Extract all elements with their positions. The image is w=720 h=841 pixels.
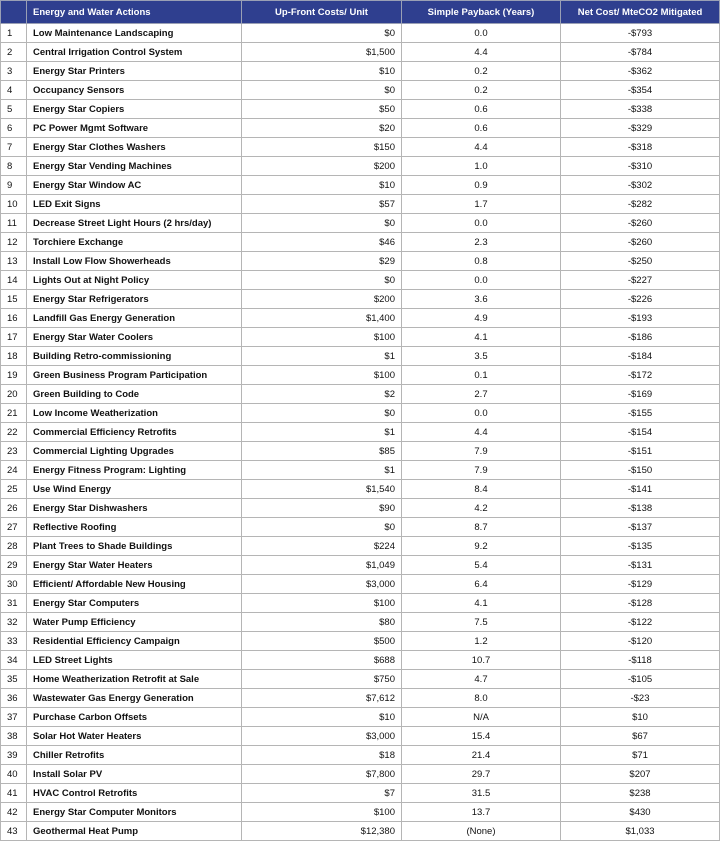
table-row: [1, 195, 720, 214]
net-cost-cell: -$193: [561, 309, 720, 328]
payback-cell: 0.0: [402, 24, 561, 43]
upfront-cost-cell: $80: [242, 613, 402, 632]
payback-cell: 1.2: [402, 632, 561, 651]
action-name: Install Low Flow Showerheads: [27, 252, 242, 271]
action-name: Use Wind Energy: [27, 480, 242, 499]
net-cost-cell: -$318: [561, 138, 720, 157]
row-number: 12: [1, 233, 27, 252]
upfront-cost-cell: $57: [242, 195, 402, 214]
net-cost-cell: -$250: [561, 252, 720, 271]
net-cost-cell: -$131: [561, 556, 720, 575]
row-number: 34: [1, 651, 27, 670]
net-cost-cell: -$128: [561, 594, 720, 613]
row-number: 38: [1, 727, 27, 746]
row-number: 16: [1, 309, 27, 328]
action-name: Solar Hot Water Heaters: [27, 727, 242, 746]
payback-cell: 4.4: [402, 138, 561, 157]
net-cost-cell: $10: [561, 708, 720, 727]
row-number: 22: [1, 423, 27, 442]
table-row: [1, 803, 720, 822]
upfront-cost-cell: $1,540: [242, 480, 402, 499]
net-cost-cell: -$172: [561, 366, 720, 385]
payback-cell: 4.9: [402, 309, 561, 328]
payback-cell: 4.2: [402, 499, 561, 518]
payback-cell: 0.1: [402, 366, 561, 385]
row-number: 14: [1, 271, 27, 290]
row-number: 4: [1, 81, 27, 100]
upfront-cost-cell: $12,380: [242, 822, 402, 841]
row-number: 40: [1, 765, 27, 784]
action-name: Plant Trees to Shade Buildings: [27, 537, 242, 556]
payback-cell: 8.7: [402, 518, 561, 537]
action-name: Energy Star Computer Monitors: [27, 803, 242, 822]
upfront-cost-cell: $90: [242, 499, 402, 518]
action-name: Efficient/ Affordable New Housing: [27, 575, 242, 594]
payback-cell: 0.2: [402, 62, 561, 81]
table-row: [1, 43, 720, 62]
row-number: 18: [1, 347, 27, 366]
table-row: [1, 537, 720, 556]
table-row: [1, 765, 720, 784]
net-cost-cell: -$129: [561, 575, 720, 594]
row-number: 3: [1, 62, 27, 81]
upfront-cost-cell: $29: [242, 252, 402, 271]
upfront-cost-cell: $50: [242, 100, 402, 119]
table-row: [1, 689, 720, 708]
action-name: Energy Star Clothes Washers: [27, 138, 242, 157]
table-header-row: [1, 1, 720, 24]
payback-cell: 4.7: [402, 670, 561, 689]
payback-cell: 6.4: [402, 575, 561, 594]
row-number: 41: [1, 784, 27, 803]
payback-cell: 0.0: [402, 214, 561, 233]
table-row: [1, 81, 720, 100]
upfront-cost-cell: $10: [242, 708, 402, 727]
table-row: [1, 442, 720, 461]
payback-cell: 10.7: [402, 651, 561, 670]
payback-cell: 3.6: [402, 290, 561, 309]
table-row: [1, 613, 720, 632]
row-number: 11: [1, 214, 27, 233]
action-name: Energy Star Water Coolers: [27, 328, 242, 347]
payback-cell: 29.7: [402, 765, 561, 784]
header-upfront-cost: Up-Front Costs/ Unit: [242, 1, 402, 24]
action-name: Energy Star Water Heaters: [27, 556, 242, 575]
row-number: 25: [1, 480, 27, 499]
net-cost-cell: $430: [561, 803, 720, 822]
action-name: LED Exit Signs: [27, 195, 242, 214]
table-row: [1, 727, 720, 746]
action-name: Energy Star Window AC: [27, 176, 242, 195]
payback-cell: 21.4: [402, 746, 561, 765]
net-cost-cell: -$354: [561, 81, 720, 100]
row-number: 21: [1, 404, 27, 423]
action-name: Reflective Roofing: [27, 518, 242, 537]
upfront-cost-cell: $200: [242, 290, 402, 309]
row-number: 23: [1, 442, 27, 461]
action-name: HVAC Control Retrofits: [27, 784, 242, 803]
row-number: 13: [1, 252, 27, 271]
row-number: 7: [1, 138, 27, 157]
row-number: 36: [1, 689, 27, 708]
header-net-cost: Net Cost/ MteCO2 Mitigated: [561, 1, 720, 24]
net-cost-cell: -$105: [561, 670, 720, 689]
upfront-cost-cell: $100: [242, 328, 402, 347]
row-number: 29: [1, 556, 27, 575]
table-row: [1, 100, 720, 119]
upfront-cost-cell: $100: [242, 594, 402, 613]
action-name: Home Weatherization Retrofit at Sale: [27, 670, 242, 689]
table-row: [1, 404, 720, 423]
net-cost-cell: -$184: [561, 347, 720, 366]
payback-cell: 4.4: [402, 43, 561, 62]
action-name: PC Power Mgmt Software: [27, 119, 242, 138]
payback-cell: 0.0: [402, 271, 561, 290]
payback-cell: 31.5: [402, 784, 561, 803]
action-name: Landfill Gas Energy Generation: [27, 309, 242, 328]
payback-cell: 4.1: [402, 328, 561, 347]
header-number: [1, 1, 27, 24]
upfront-cost-cell: $7,612: [242, 689, 402, 708]
row-number: 31: [1, 594, 27, 613]
table-row: [1, 309, 720, 328]
upfront-cost-cell: $20: [242, 119, 402, 138]
upfront-cost-cell: $0: [242, 404, 402, 423]
row-number: 19: [1, 366, 27, 385]
row-number: 43: [1, 822, 27, 841]
action-name: Green Building to Code: [27, 385, 242, 404]
table-row: [1, 328, 720, 347]
net-cost-cell: $207: [561, 765, 720, 784]
net-cost-cell: -$154: [561, 423, 720, 442]
table-row: [1, 670, 720, 689]
action-name: Residential Efficiency Campaign: [27, 632, 242, 651]
table-row: [1, 556, 720, 575]
row-number: 37: [1, 708, 27, 727]
row-number: 17: [1, 328, 27, 347]
net-cost-cell: -$155: [561, 404, 720, 423]
payback-cell: 2.3: [402, 233, 561, 252]
action-name: Water Pump Efficiency: [27, 613, 242, 632]
payback-cell: 0.6: [402, 100, 561, 119]
row-number: 8: [1, 157, 27, 176]
payback-cell: 0.2: [402, 81, 561, 100]
row-number: 24: [1, 461, 27, 480]
table-row: [1, 271, 720, 290]
action-name: Energy Star Copiers: [27, 100, 242, 119]
action-name: Energy Star Computers: [27, 594, 242, 613]
payback-cell: 5.4: [402, 556, 561, 575]
payback-cell: 1.0: [402, 157, 561, 176]
net-cost-cell: $67: [561, 727, 720, 746]
payback-cell: 4.1: [402, 594, 561, 613]
upfront-cost-cell: $0: [242, 24, 402, 43]
row-number: 28: [1, 537, 27, 556]
action-name: Energy Star Vending Machines: [27, 157, 242, 176]
upfront-cost-cell: $1: [242, 423, 402, 442]
payback-cell: 7.9: [402, 461, 561, 480]
action-name: Central Irrigation Control System: [27, 43, 242, 62]
net-cost-cell: -$138: [561, 499, 720, 518]
table-row: [1, 385, 720, 404]
row-number: 42: [1, 803, 27, 822]
payback-cell: 0.6: [402, 119, 561, 138]
net-cost-cell: $1,033: [561, 822, 720, 841]
table-row: [1, 176, 720, 195]
row-number: 32: [1, 613, 27, 632]
payback-cell: 9.2: [402, 537, 561, 556]
net-cost-cell: -$282: [561, 195, 720, 214]
row-number: 35: [1, 670, 27, 689]
action-name: Purchase Carbon Offsets: [27, 708, 242, 727]
upfront-cost-cell: $10: [242, 62, 402, 81]
upfront-cost-cell: $18: [242, 746, 402, 765]
table-row: [1, 214, 720, 233]
upfront-cost-cell: $100: [242, 366, 402, 385]
net-cost-cell: -$362: [561, 62, 720, 81]
net-cost-cell: -$338: [561, 100, 720, 119]
net-cost-cell: -$118: [561, 651, 720, 670]
net-cost-cell: -$120: [561, 632, 720, 651]
upfront-cost-cell: $46: [242, 233, 402, 252]
net-cost-cell: -$141: [561, 480, 720, 499]
table-row: [1, 252, 720, 271]
table-row: [1, 822, 720, 841]
upfront-cost-cell: $3,000: [242, 727, 402, 746]
table-row: [1, 347, 720, 366]
payback-cell: 1.7: [402, 195, 561, 214]
table-row: [1, 233, 720, 252]
table-row: [1, 499, 720, 518]
net-cost-cell: -$169: [561, 385, 720, 404]
upfront-cost-cell: $688: [242, 651, 402, 670]
net-cost-cell: -$227: [561, 271, 720, 290]
action-name: Lights Out at Night Policy: [27, 271, 242, 290]
upfront-cost-cell: $1: [242, 461, 402, 480]
action-name: Energy Star Dishwashers: [27, 499, 242, 518]
net-cost-cell: -$226: [561, 290, 720, 309]
table-row: [1, 157, 720, 176]
action-name: Building Retro-commissioning: [27, 347, 242, 366]
row-number: 1: [1, 24, 27, 43]
table-row: [1, 366, 720, 385]
action-name: Commercial Lighting Upgrades: [27, 442, 242, 461]
net-cost-cell: -$302: [561, 176, 720, 195]
action-name: Energy Star Printers: [27, 62, 242, 81]
upfront-cost-cell: $500: [242, 632, 402, 651]
table-row: [1, 518, 720, 537]
upfront-cost-cell: $224: [242, 537, 402, 556]
net-cost-cell: -$23: [561, 689, 720, 708]
action-name: Low Income Weatherization: [27, 404, 242, 423]
action-name: LED Street Lights: [27, 651, 242, 670]
row-number: 20: [1, 385, 27, 404]
table-row: [1, 632, 720, 651]
upfront-cost-cell: $3,000: [242, 575, 402, 594]
table-row: [1, 461, 720, 480]
action-name: Geothermal Heat Pump: [27, 822, 242, 841]
row-number: 10: [1, 195, 27, 214]
table-row: [1, 138, 720, 157]
row-number: 39: [1, 746, 27, 765]
net-cost-cell: -$260: [561, 233, 720, 252]
upfront-cost-cell: $2: [242, 385, 402, 404]
table-row: [1, 651, 720, 670]
header-simple-payback: Simple Payback (Years): [402, 1, 561, 24]
net-cost-cell: -$122: [561, 613, 720, 632]
upfront-cost-cell: $200: [242, 157, 402, 176]
table-row: [1, 24, 720, 43]
table-row: [1, 575, 720, 594]
table-row: [1, 594, 720, 613]
row-number: 33: [1, 632, 27, 651]
action-name: Commercial Efficiency Retrofits: [27, 423, 242, 442]
action-name: Torchiere Exchange: [27, 233, 242, 252]
action-name: Install Solar PV: [27, 765, 242, 784]
row-number: 6: [1, 119, 27, 138]
net-cost-cell: $71: [561, 746, 720, 765]
table-row: [1, 62, 720, 81]
net-cost-cell: -$260: [561, 214, 720, 233]
net-cost-cell: -$150: [561, 461, 720, 480]
net-cost-cell: -$186: [561, 328, 720, 347]
table-row: [1, 784, 720, 803]
row-number: 5: [1, 100, 27, 119]
payback-cell: 0.0: [402, 404, 561, 423]
upfront-cost-cell: $7,800: [242, 765, 402, 784]
payback-cell: 2.7: [402, 385, 561, 404]
action-name: Green Business Program Participation: [27, 366, 242, 385]
payback-cell: 0.8: [402, 252, 561, 271]
payback-cell: 0.9: [402, 176, 561, 195]
payback-cell: N/A: [402, 708, 561, 727]
upfront-cost-cell: $1,500: [242, 43, 402, 62]
net-cost-cell: -$137: [561, 518, 720, 537]
row-number: 2: [1, 43, 27, 62]
row-number: 30: [1, 575, 27, 594]
action-name: Wastewater Gas Energy Generation: [27, 689, 242, 708]
row-number: 27: [1, 518, 27, 537]
action-name: Occupancy Sensors: [27, 81, 242, 100]
upfront-cost-cell: $10: [242, 176, 402, 195]
row-number: 26: [1, 499, 27, 518]
payback-cell: (None): [402, 822, 561, 841]
payback-cell: 13.7: [402, 803, 561, 822]
action-name: Decrease Street Light Hours (2 hrs/day): [27, 214, 242, 233]
upfront-cost-cell: $0: [242, 518, 402, 537]
payback-cell: 15.4: [402, 727, 561, 746]
payback-cell: 8.0: [402, 689, 561, 708]
upfront-cost-cell: $85: [242, 442, 402, 461]
table-row: [1, 423, 720, 442]
upfront-cost-cell: $7: [242, 784, 402, 803]
upfront-cost-cell: $150: [242, 138, 402, 157]
upfront-cost-cell: $1,400: [242, 309, 402, 328]
upfront-cost-cell: $750: [242, 670, 402, 689]
net-cost-cell: -$151: [561, 442, 720, 461]
payback-cell: 7.5: [402, 613, 561, 632]
row-number: 9: [1, 176, 27, 195]
action-name: Energy Fitness Program: Lighting: [27, 461, 242, 480]
net-cost-cell: -$329: [561, 119, 720, 138]
row-number: 15: [1, 290, 27, 309]
table-row: [1, 119, 720, 138]
payback-cell: 3.5: [402, 347, 561, 366]
payback-cell: 4.4: [402, 423, 561, 442]
net-cost-cell: -$135: [561, 537, 720, 556]
payback-cell: 8.4: [402, 480, 561, 499]
net-cost-cell: $238: [561, 784, 720, 803]
action-name: Energy Star Refrigerators: [27, 290, 242, 309]
header-action: Energy and Water Actions: [27, 1, 242, 24]
table-body: [1, 24, 720, 841]
net-cost-cell: -$793: [561, 24, 720, 43]
upfront-cost-cell: $0: [242, 214, 402, 233]
net-cost-cell: -$784: [561, 43, 720, 62]
net-cost-cell: -$310: [561, 157, 720, 176]
table-row: [1, 746, 720, 765]
action-name: Chiller Retrofits: [27, 746, 242, 765]
upfront-cost-cell: $1: [242, 347, 402, 366]
table-row: [1, 290, 720, 309]
table-row: [1, 480, 720, 499]
action-name: Low Maintenance Landscaping: [27, 24, 242, 43]
upfront-cost-cell: $0: [242, 81, 402, 100]
payback-cell: 7.9: [402, 442, 561, 461]
table-row: [1, 708, 720, 727]
upfront-cost-cell: $0: [242, 271, 402, 290]
upfront-cost-cell: $1,049: [242, 556, 402, 575]
upfront-cost-cell: $100: [242, 803, 402, 822]
